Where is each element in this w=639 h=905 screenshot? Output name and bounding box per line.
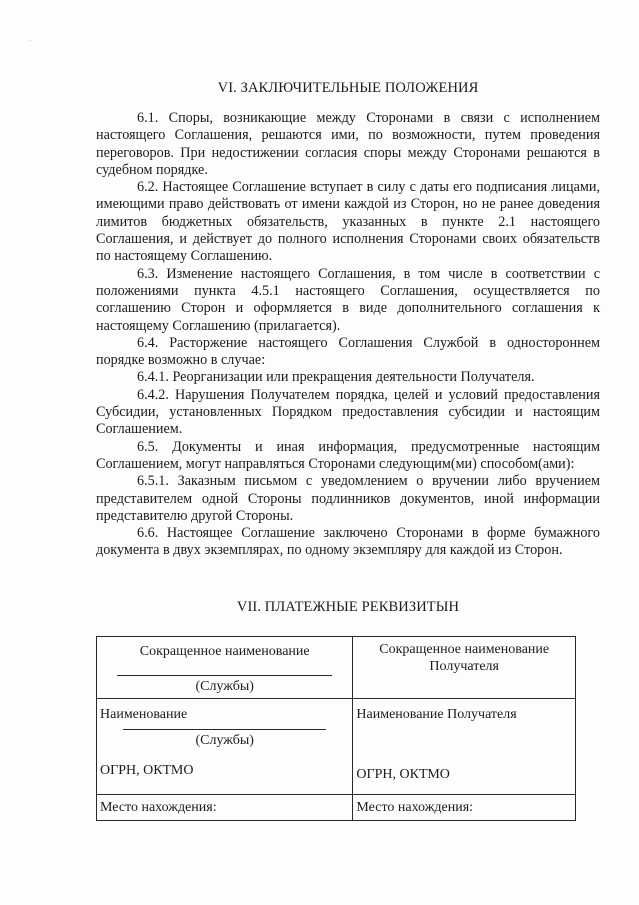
table-cell <box>353 795 576 821</box>
table-cell <box>353 699 576 795</box>
location-label: Место нахождения: <box>100 800 217 815</box>
section-7-title: VII. ПЛАТЕЖНЫЕ РЕКВИЗИТЫН <box>236 599 460 615</box>
service-caption: (Службы) <box>195 733 254 748</box>
section-6-body <box>96 110 600 560</box>
paragraph-6-4-1: 6.4.1. Реорганизации или прекращения деятельности Получателя. <box>137 369 535 386</box>
signature-line <box>123 729 326 730</box>
service-caption: (Службы) <box>195 679 254 694</box>
section-6-title: VI. ЗАКЛЮЧИТЕЛЬНЫЕ ПОЛОЖЕНИЯ <box>217 80 479 96</box>
recipient-ogrn-oktmo-label: ОГРН, ОКТМО <box>356 767 450 782</box>
table-cell <box>97 795 353 821</box>
signature-line <box>117 675 332 676</box>
paragraph-6-6: 6.6. Настоящее Соглашение заключено Сторонами в форме бумажного документа в двух экземплярах, по одному экземпляру для каждой из Сторон. <box>96 525 600 559</box>
scan-speck <box>30 40 31 41</box>
paragraph-6-1: 6.1. Споры, возникающие между Сторонами в связи с исполнением настоящего Соглашения, решаются ими, по возможности, путем проведения переговоров. При недостижении согласия споры между Сторонами решаются в судебном порядке. <box>96 110 600 178</box>
paragraph-6-5: 6.5. Документы и иная информация, предусмотренные настоящим Соглашением, могут направляться Сторонами следующим(ми) способом(ами): <box>96 438 600 472</box>
table-cell <box>97 637 353 699</box>
paragraph-6-3: 6.3. Изменение настоящего Соглашения, в том числе в соответствии с положениями пункта 4.5.1 настоящего Соглашения, осуществляется по соглашению Сторон и оформляется в виде дополнительного соглашения к настоящему Соглашению (прилагается). <box>96 265 600 334</box>
recipient-name-label: Наименование Получателя <box>356 707 517 722</box>
ogrn-oktmo-label: ОГРН, ОКТМО <box>100 763 194 778</box>
paragraph-6-5-1: 6.5.1. Заказным письмом с уведомлением о вручении либо вручением представителем одной Стороны подлинников документов, иной информации представителю другой Стороны. <box>96 473 600 524</box>
recipient-location-label: Место нахождения: <box>356 800 474 815</box>
paragraph-6-4-2: 6.4.2. Нарушения Получателем порядка, целей и условий предоставления Субсидии, установленных Порядком предоставления субсидии и настоящим Соглашением. <box>96 386 600 438</box>
payment-details-table <box>96 636 576 821</box>
table-row <box>97 699 576 795</box>
table-row <box>97 637 576 699</box>
table-cell <box>353 637 576 699</box>
recipient-short-name-label: Сокращенное наименование Получателя <box>379 642 550 674</box>
paragraph-6-2: 6.2. Настоящее Соглашение вступает в силу с даты его подписания лицами, имеющими право действовать от имени каждой из Сторон, но не ранее доведения лимитов бюджетных обязательств, указанных в пункте 2.1 настоящего Соглашения, и действует до полного исполнения Сторонами своих обязательств по настоящему Соглашению. <box>96 179 600 265</box>
paragraph-6-4: 6.4. Расторжение настоящего Соглашения Службой в одностороннем порядке возможно в случае: <box>96 334 600 369</box>
short-name-label: Сокращенное наименование <box>139 644 310 659</box>
name-label: Наименование <box>100 707 188 722</box>
table-cell <box>97 699 353 795</box>
table-row <box>97 795 576 821</box>
